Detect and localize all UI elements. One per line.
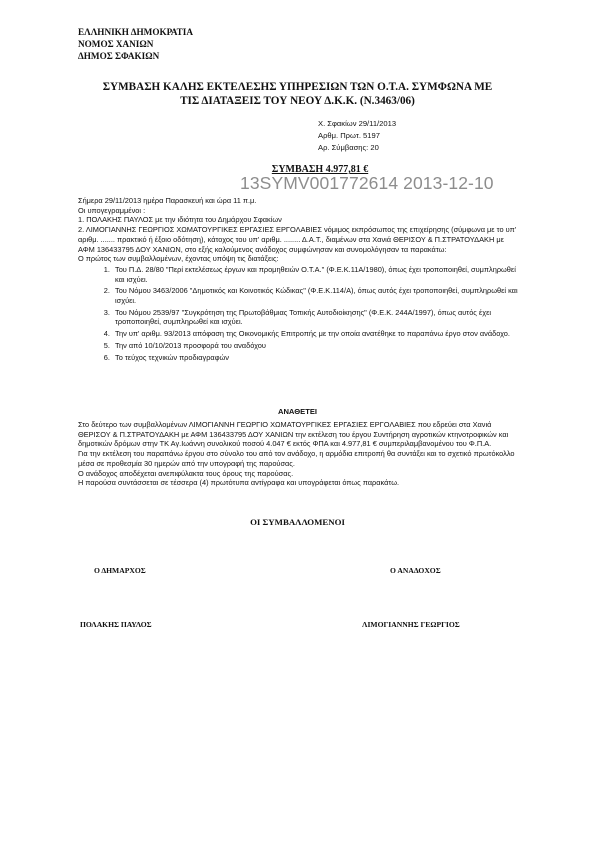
contractor-name: ΛΙΜΟΓΙΑΝΝΗΣ ΓΕΩΡΓΙΟΣ bbox=[362, 620, 460, 629]
title-line-2: ΤΙΣ ΔΙΑΤΑΞΕΙΣ ΤΟΥ ΝΕΟΥ Δ.Κ.Κ. (Ν.3463/06) bbox=[180, 95, 415, 107]
header-line-prefecture: ΝΟΜΟΣ ΧΑΝΙΩΝ bbox=[78, 39, 154, 49]
title-line-1: ΣΥΜΒΑΣΗ ΚΑΛΗΣ ΕΚΤΕΛΕΣΗΣ ΥΠΗΡΕΣΙΩΝ ΤΩΝ Ο.Τ.Α. ΣΥΜΦΩΝΑ ΜΕ bbox=[102, 81, 493, 93]
header-line-municipality: ΔΗΜΟΣ ΣΦΑΚΙΩΝ bbox=[78, 51, 160, 61]
assign-body bbox=[78, 420, 522, 488]
provision-item: 1. Του Π.Δ. 28/80 "Περί εκτελέσεως έργων και προμηθειών Ο.Τ.Α." (Φ.Ε.Κ.11Α/1980), όπως έχει τροποποιηθεί, συμπληρωθεί και ισχύει. bbox=[112, 265, 522, 284]
assign-paragraph: Στο δεύτερο των συμβαλλομένων ΛΙΜΟΓΙΑΝΝΗ ΓΕΩΡΓΙΟ ΧΩΜΑΤΟΥΡΓΙΚΕΣ ΕΡΓΑΣΙΕΣ ΕΡΓΟΛΑΒΙΕΣ που εδρεύει στα Χανιά ΘΕΡΙΣΟΥ & Π.ΣΤΡΑΤΟΥΔΑΚΗ με ΑΦΜ 136433795 ΔΟΥ ΧΑΝΙΩΝ την εκτέλεση του έργου Συντήρηση αγροτικών κτηνοτροφικών και δημοτικών δρόμων στην ΤΚ Αγ.Ιωάννη συνολικού ποσού 4.047 € εκτός ΦΠΑ και 4.977,81 € συμπεριλαμβανομένου του Φ.Π.Α. bbox=[78, 420, 509, 449]
provisions-list bbox=[78, 265, 522, 362]
contract-amount: ΣΥΜΒΑΣΗ 4.977,81 € bbox=[271, 164, 369, 175]
provision-item: 3. Του Νόμου 2539/97 "Συγκρότηση της Πρωτοβάθμιας Τοπικής Αυτοδιοίκησης" (Φ.Ε.Κ. 244Α/1997), όπως αυτός έχει τροποποιηθεί, συμπληρωθεί και ισχύει. bbox=[112, 308, 522, 327]
provision-item: 4. Την υπ' αριθμ. 93/2013 απόφαση της Οικονομικής Επιτροπής με την οποία ανατέθηκε το παραπάνω έργο στον ανάδοχο. bbox=[112, 329, 522, 339]
provision-item: 5. Την από 10/10/2013 προσφορά του αναδόχου bbox=[112, 341, 522, 351]
intro-party-contractor: 2. ΛΙΜΟΓΙΑΝΝΗΣ ΓΕΩΡΓΙΟΣ ΧΩΜΑΤΟΥΡΓΙΚΕΣ ΕΡΓΑΣΙΕΣ ΕΡΓΟΛΑΒΙΕΣ νόμιμος εκπρόσωπος της επιχείρησης (σύμφωνα με το υπ' αριθμ. ....... πρακτικό ή έξοιο οδότηση), κάτοχος του υπ' αριθμ. ........ Δ.Α.Τ., διαμένων στα Χανιά ΘΕΡΙΣΟΥ & Π.ΣΤΡΑΤΟΥΔΑΚΗ με ΑΦΜ 136433795 ΔΟΥ ΧΑΝΙΩΝ, στο εξής καλούμενος ανάδοχος συμφώνησαν και συνομολόγησαν τα παρακάτω: bbox=[78, 225, 517, 254]
contractor-role-label: Ο ΑΝΑΔΟΧΟΣ bbox=[390, 566, 441, 575]
assign-paragraph: Η παρούσα συντάσσεται σε τέσσερα (4) πρωτότυπα αντίγραφα και υπογράφεται όπως παρακάτω. bbox=[78, 478, 400, 488]
assign-paragraph: Ο ανάδοχος αποδέχεται ανεπιφύλακτα τους όρους της παρούσας. bbox=[78, 468, 294, 478]
issuer-header bbox=[78, 26, 193, 62]
document-meta bbox=[318, 118, 396, 154]
intro-signatories-line: Οι υπογεγραμμένοι : bbox=[78, 205, 146, 215]
mayor-name: ΠΟΛΑΚΗΣ ΠΑΥΛΟΣ bbox=[80, 620, 152, 629]
contract-number: Αρ. Σύμβασης: 20 bbox=[318, 143, 379, 152]
protocol-number: Αρθμ. Πρωτ. 5197 bbox=[318, 131, 380, 140]
document-title bbox=[60, 80, 535, 108]
intro-provisions-line: Ο πρώτος των συμβαλλομένων, έχοντας υπόψη τις διατάξεις: bbox=[78, 254, 279, 264]
place-date: Χ. Σφακίων 29/11/2013 bbox=[318, 119, 397, 128]
header-line-country: ΕΛΛΗΝΙΚΗ ΔΗΜΟΚΡΑΤΙΑ bbox=[78, 27, 193, 37]
assign-heading: ΑΝΑΘΕΤΕΙ bbox=[277, 407, 318, 416]
parties-heading: ΟΙ ΣΥΜΒΑΛΛΟΜΕΝΟΙ bbox=[250, 517, 345, 527]
assign-paragraph: Για την εκτέλεση του παραπάνω έργου στο σύνολο του από τον ανάδοχο, η αρμόδια επιτροπή θα συντάξει και το σχετικό πρωτόκολλο μέσα σε προθεσμία 30 ημερών από την υπογραφή της παρούσας. bbox=[78, 449, 515, 468]
provision-item: 6. Το τεύχος τεχνικών προδιαγραφών bbox=[112, 353, 522, 363]
intro-party-mayor: 1. ΠΟΛΑΚΗΣ ΠΑΥΛΟΣ με την ιδιότητα του Δημάρχου Σφακίων bbox=[78, 215, 282, 225]
diavgeia-watermark: 13SYMV001772614 2013-12-10 bbox=[240, 173, 494, 193]
contract-intro bbox=[78, 196, 522, 364]
intro-date-line: Σήμερα 29/11/2013 ημέρα Παρασκευή και ώρα 11 π.μ. bbox=[78, 196, 257, 205]
provision-item: 2. Του Νόμου 3463/2006 "Δημοτικός και Κοινοτικός Κώδικας" (Φ.Ε.Κ.114/Α), όπως αυτός έχει τροποποιηθεί, συμπληρωθεί και ισχύει. bbox=[112, 286, 522, 305]
mayor-role-label: Ο ΔΗΜΑΡΧΟΣ bbox=[94, 566, 146, 575]
